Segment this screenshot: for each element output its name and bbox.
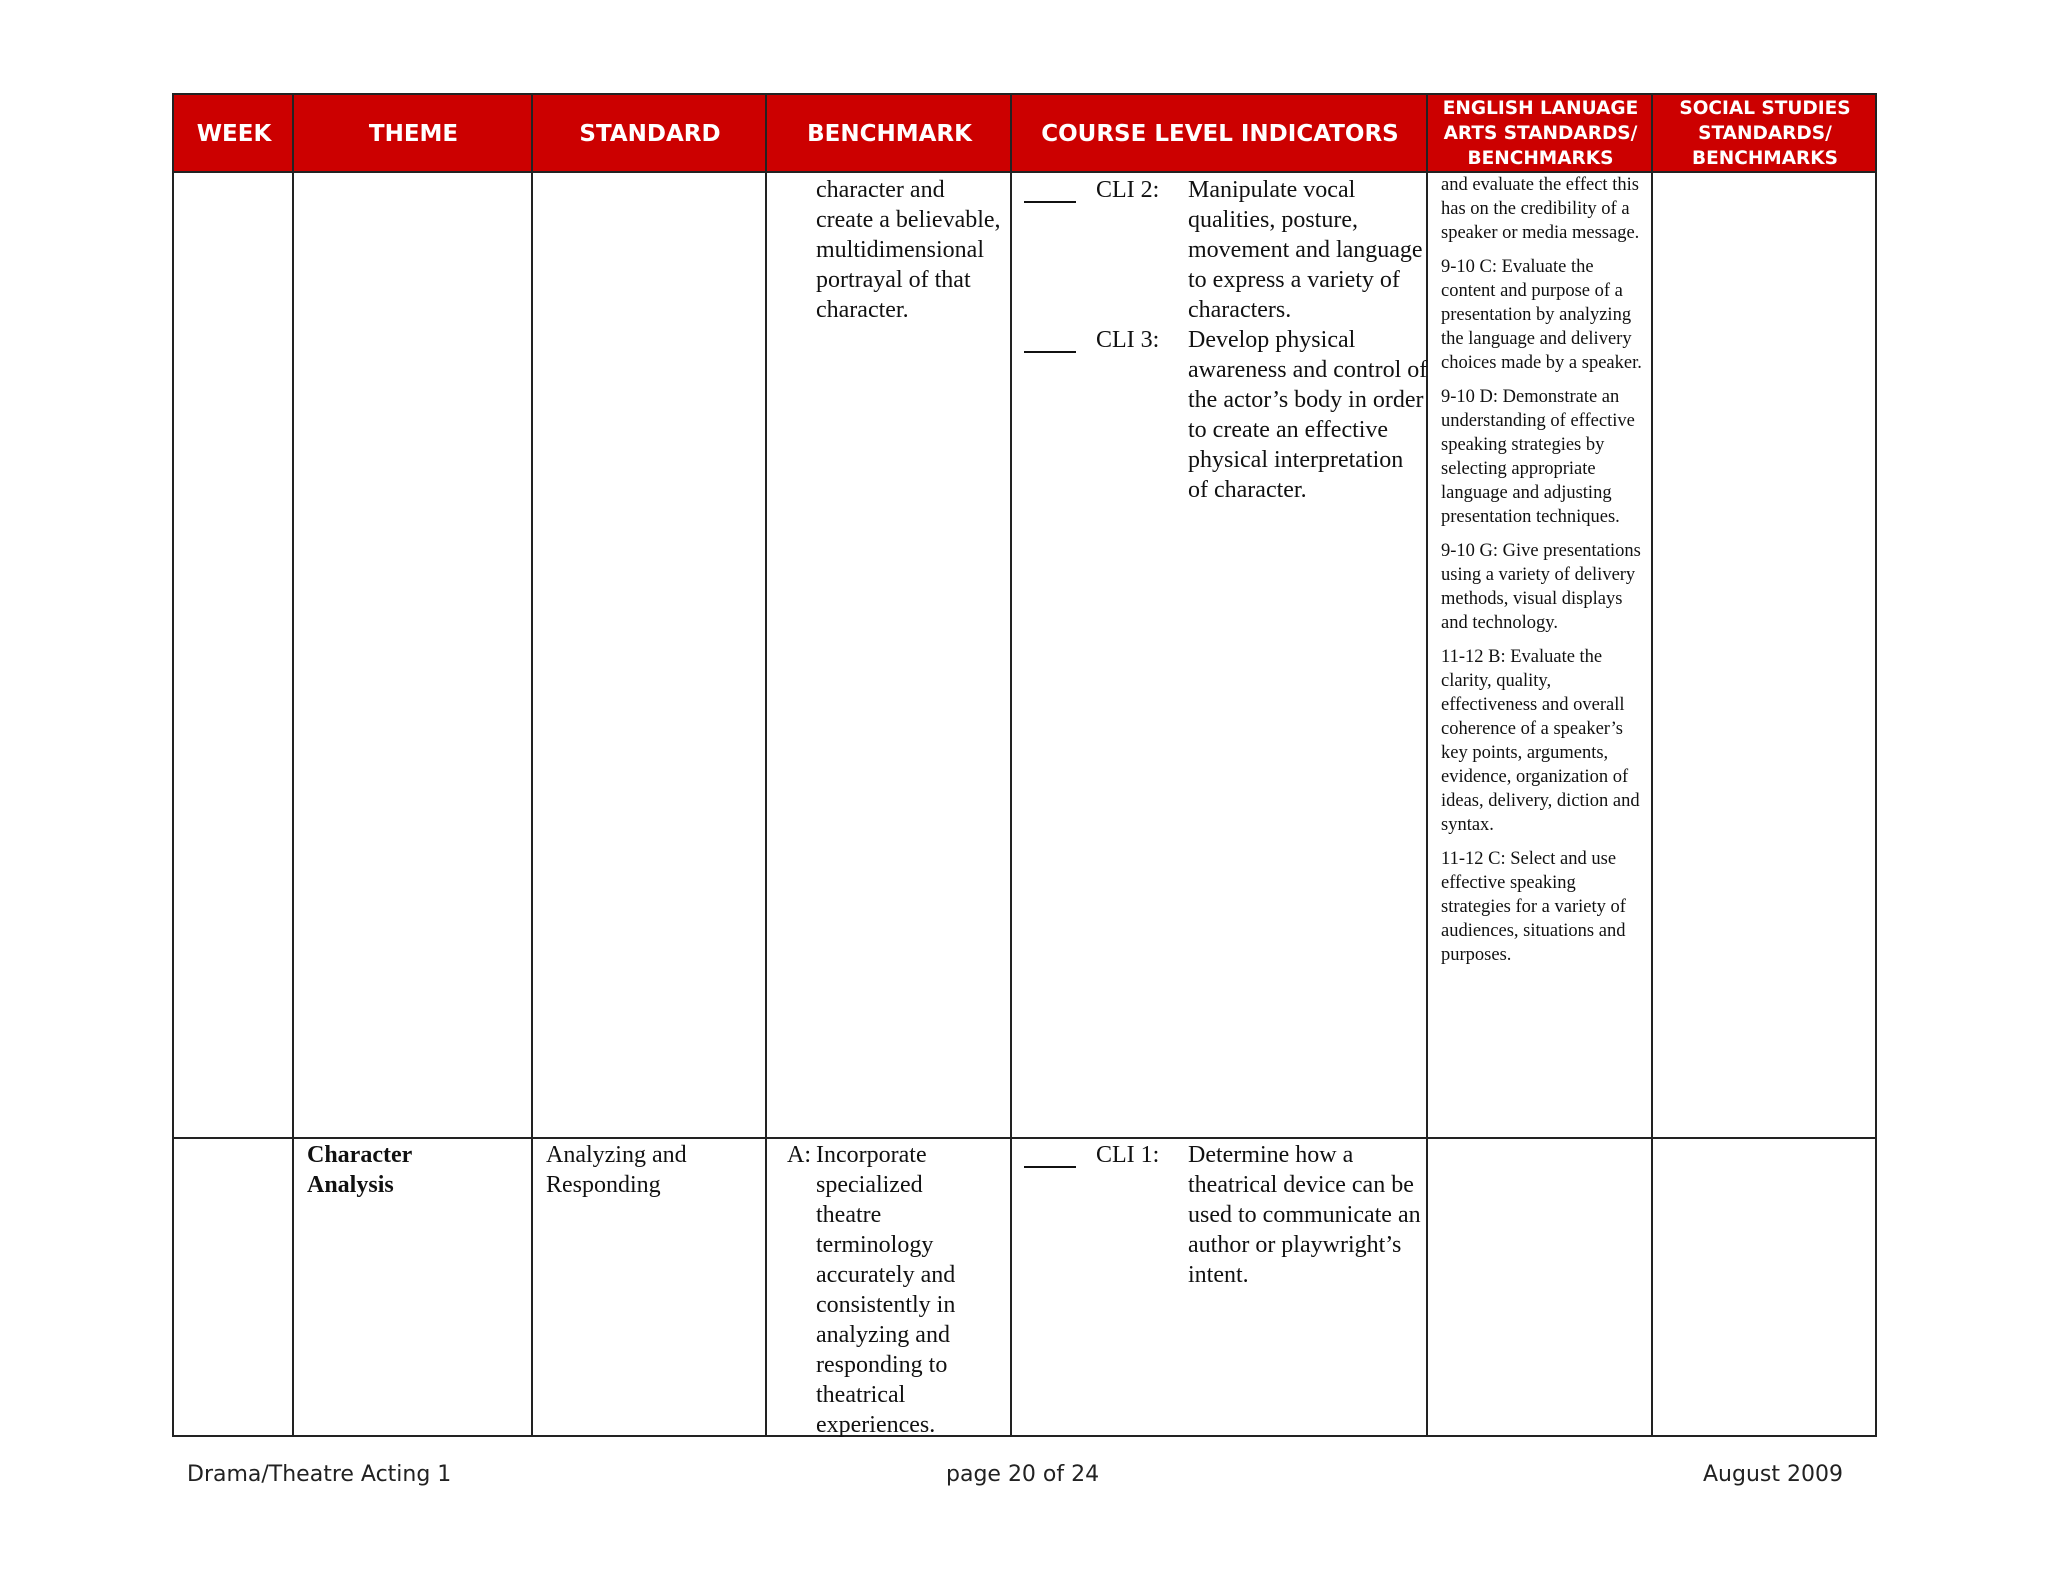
row2-benchmark-text: Incorporate specialized theatre terminology accurately and consistently in analyzing and responding to theatrical experiences. bbox=[816, 1142, 956, 1438]
header-social-studies-standards: SOCIAL STUDIES STANDARDS/ BENCHMARKS bbox=[1679, 98, 1851, 169]
cli-text: Develop physical awareness and control of the actor’s body in order to create an effective physical interpretation of character. bbox=[1188, 327, 1428, 503]
row1-benchmark-text: character and create a believable, multidimensional portrayal of that character. bbox=[816, 177, 1001, 323]
row1-ela-standards bbox=[1441, 173, 1646, 977]
curriculum-table bbox=[172, 93, 1877, 1437]
checkbox-blank bbox=[1024, 351, 1076, 353]
footer-page-number: page 20 of 24 bbox=[946, 1462, 1100, 1487]
cli-code: CLI 2: bbox=[1096, 177, 1160, 203]
cli-code: CLI 1: bbox=[1096, 1142, 1160, 1168]
column-divider bbox=[1651, 95, 1653, 1435]
cli-text: Determine how a theatrical device can be used to communicate an author or playwright’s intent. bbox=[1188, 1142, 1421, 1288]
row1-cli-3 bbox=[1024, 325, 1428, 503]
header-ela-standards: ENGLISH LANUAGE ARTS STANDARDS/ BENCHMARKS bbox=[1442, 98, 1639, 169]
column-divider bbox=[765, 95, 767, 1435]
ela-item: 11-12 C: Select and use effective speaking strategies for a variety of audiences, situations and purposes. bbox=[1441, 849, 1626, 965]
row1-cli-2 bbox=[1024, 175, 1424, 323]
checkbox-blank bbox=[1024, 201, 1076, 203]
ela-item: 9-10 C: Evaluate the content and purpose of a presentation by analyzing the language and delivery choices made by a speaker. bbox=[1441, 257, 1642, 373]
footer-course-title: Drama/Theatre Acting 1 bbox=[187, 1462, 452, 1487]
ela-item: and evaluate the effect this has on the credibility of a speaker or media message. bbox=[1441, 175, 1640, 243]
ela-item: 9-10 G: Give presentations using a variety of delivery methods, visual displays and technology. bbox=[1441, 541, 1641, 633]
row2-theme: Character Analysis bbox=[307, 1142, 412, 1198]
header-week: WEEK bbox=[196, 120, 272, 147]
checkbox-blank bbox=[1024, 1166, 1076, 1168]
row2-standard: Analyzing and Responding bbox=[546, 1142, 687, 1198]
column-divider bbox=[292, 95, 294, 1435]
column-divider bbox=[531, 95, 533, 1435]
cli-text: Manipulate vocal qualities, posture, movement and language to express a variety of characters. bbox=[1188, 177, 1423, 323]
cli-code: CLI 3: bbox=[1096, 327, 1160, 353]
footer-date: August 2009 bbox=[1703, 1462, 1843, 1487]
header-benchmark: BENCHMARK bbox=[807, 120, 972, 147]
header-standard: STANDARD bbox=[579, 120, 721, 147]
ela-item: 11-12 B: Evaluate the clarity, quality, effectiveness and overall coherence of a speaker’s key points, arguments, evidence, organization of ideas, delivery, diction and syntax. bbox=[1441, 647, 1640, 835]
header-course-level-indicators: COURSE LEVEL INDICATORS bbox=[1041, 120, 1399, 147]
row2-benchmark-label: A: bbox=[787, 1142, 811, 1168]
ela-item: 9-10 D: Demonstrate an understanding of effective speaking strategies by selecting appropriate language and adjusting presentation techniques. bbox=[1441, 387, 1635, 527]
column-divider bbox=[1010, 95, 1012, 1435]
row-divider bbox=[174, 1137, 1875, 1139]
table-header-row bbox=[174, 95, 1875, 172]
header-theme: THEME bbox=[368, 120, 459, 147]
row2-cli-1 bbox=[1024, 1140, 1424, 1288]
